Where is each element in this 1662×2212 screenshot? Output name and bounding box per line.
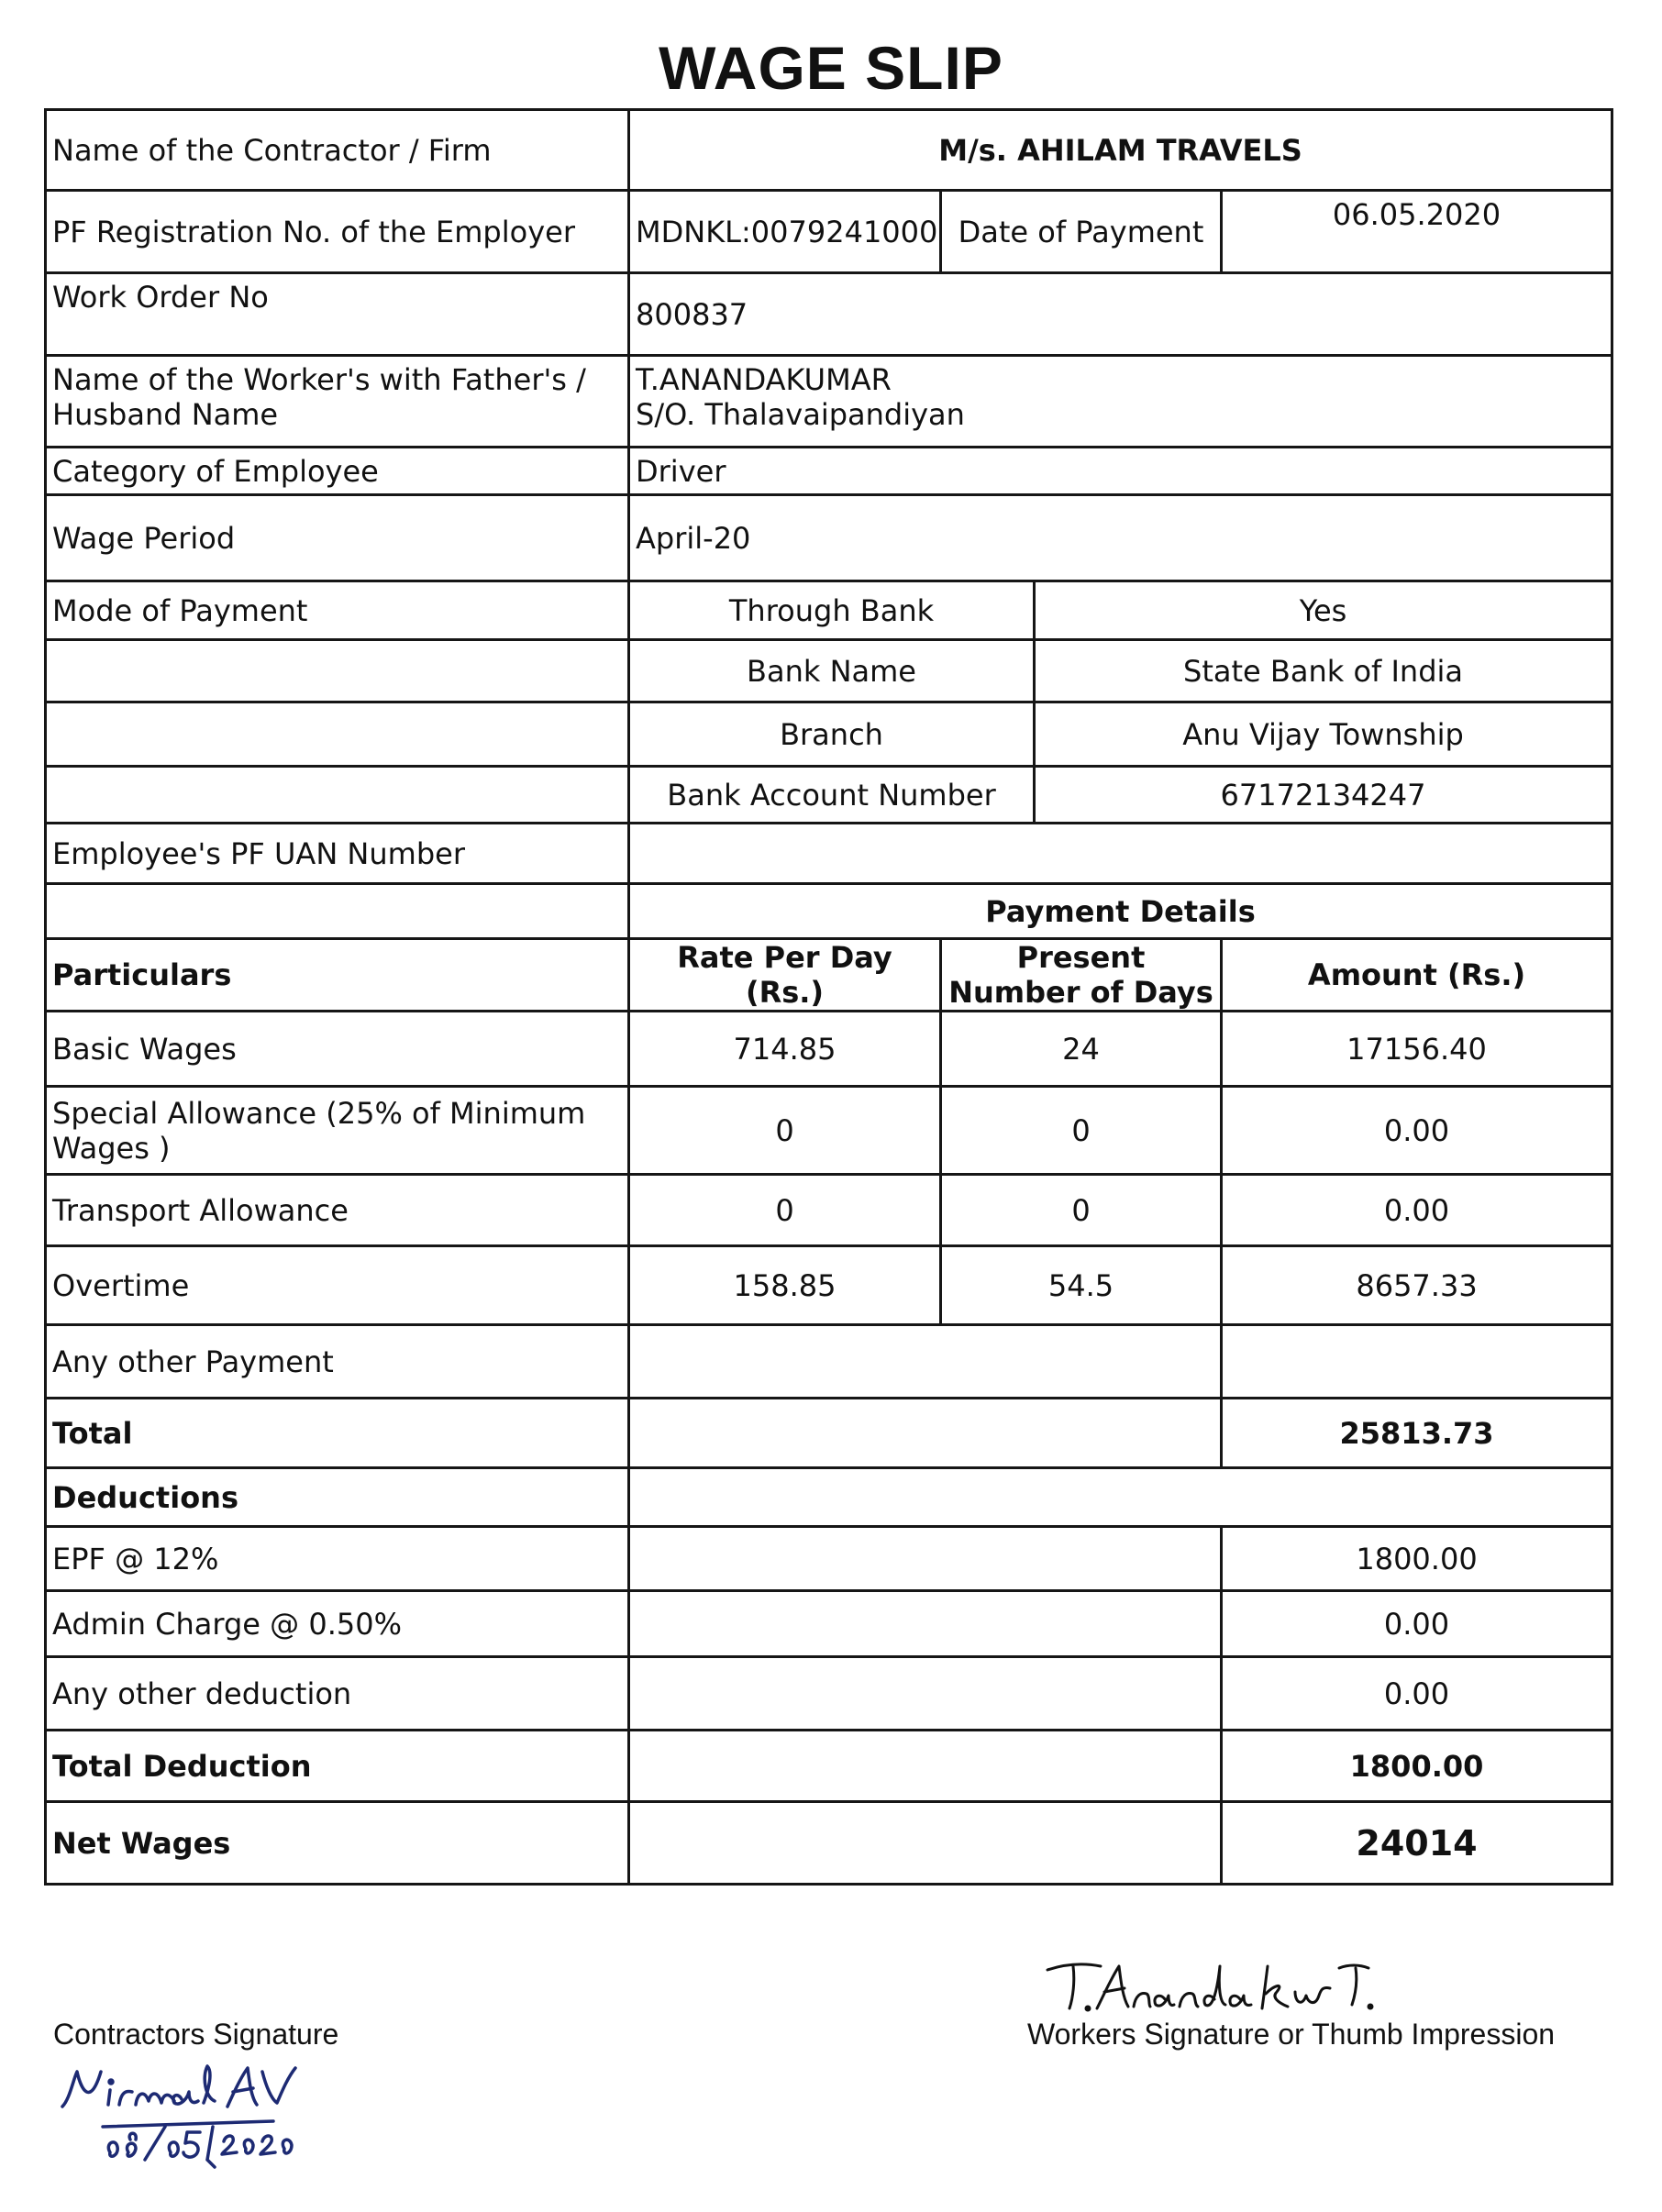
deduction-amount: 0.00 <box>1222 1591 1612 1657</box>
contractor-signature-label: Contractors Signature <box>53 2018 339 2051</box>
particulars-heading: Particulars <box>46 939 629 1012</box>
column-header-rate: Rate Per Day (Rs.) <box>629 939 941 1012</box>
worker-signature-label: Workers Signature or Thumb Impression <box>1027 2018 1556 2051</box>
blank-cell <box>629 1802 1222 1885</box>
date-of-payment-value: 06.05.2020 <box>1222 191 1612 273</box>
worker-signature <box>1027 1953 1555 2018</box>
page-title: WAGE SLIP <box>659 34 1003 102</box>
deduction-amount: 1800.00 <box>1222 1527 1612 1591</box>
column-header-amount: Amount (Rs.) <box>1222 939 1612 1012</box>
blank-cell <box>46 767 629 824</box>
row-account-number <box>46 767 1612 824</box>
column-header-days: Present Number of Days <box>941 939 1222 1012</box>
wage-slip-table <box>44 108 1613 1886</box>
row-deductions-heading <box>46 1468 1612 1527</box>
table-row <box>46 1175 1612 1246</box>
worker-father-value: S/O. Thalavaipandiyan <box>636 397 965 432</box>
total-deduction-label: Total Deduction <box>46 1731 629 1802</box>
date-of-payment-label: Date of Payment <box>941 191 1222 273</box>
deduction-row <box>46 1527 1612 1591</box>
deductions-heading: Deductions <box>46 1468 629 1527</box>
particular-label: Basic Wages <box>46 1012 629 1087</box>
work-order-value: 800837 <box>629 273 1612 356</box>
rate-cell: 714.85 <box>629 1012 941 1087</box>
blank-cell <box>629 1657 1222 1731</box>
table-row <box>46 1246 1612 1325</box>
worker-signature-block <box>1027 1953 1555 2052</box>
row-bank-name <box>46 640 1612 702</box>
amount-cell: 0.00 <box>1222 1175 1612 1246</box>
firm-name: M/s. AHILAM TRAVELS <box>629 110 1612 191</box>
blank-cell <box>629 1527 1222 1591</box>
worker-name-cell <box>629 356 1612 448</box>
work-order-label: Work Order No <box>46 273 629 356</box>
row-contractor <box>46 110 1612 191</box>
uan-value <box>629 824 1612 884</box>
particular-label: Overtime <box>46 1246 629 1325</box>
bank-value-3: 67172134247 <box>1035 767 1612 824</box>
amount-cell: 17156.40 <box>1222 1012 1612 1087</box>
bank-label-3: Bank Account Number <box>629 767 1035 824</box>
rate-cell: 0 <box>629 1175 941 1246</box>
row-total-deduction <box>46 1731 1612 1802</box>
deduction-amount: 0.00 <box>1222 1657 1612 1731</box>
bank-value-1: State Bank of India <box>1035 640 1612 702</box>
table-row <box>46 1325 1612 1399</box>
row-payment-heading <box>46 884 1612 939</box>
days-cell: 24 <box>941 1012 1222 1087</box>
uan-label: Employee's PF UAN Number <box>46 824 629 884</box>
wage-period-label: Wage Period <box>46 495 629 581</box>
particular-label: Transport Allowance <box>46 1175 629 1246</box>
total-deduction-amount: 1800.00 <box>1222 1731 1612 1802</box>
particular-label: Any other Payment <box>46 1325 629 1399</box>
row-work-order <box>46 273 1612 356</box>
row-worker-name <box>46 356 1612 448</box>
table-row <box>46 1087 1612 1175</box>
total-amount: 25813.73 <box>1222 1399 1612 1468</box>
net-wages-amount: 24014 <box>1222 1802 1612 1885</box>
row-total <box>46 1399 1612 1468</box>
total-label: Total <box>46 1399 629 1468</box>
bank-label-1: Bank Name <box>629 640 1035 702</box>
row-column-headers <box>46 939 1612 1012</box>
row-uan <box>46 824 1612 884</box>
mode-of-payment-label: Mode of Payment <box>46 581 629 640</box>
row-branch <box>46 702 1612 767</box>
blank-cell <box>629 1399 1222 1468</box>
deduction-label: Any other deduction <box>46 1657 629 1731</box>
deduction-label: Admin Charge @ 0.50% <box>46 1591 629 1657</box>
payment-details-heading: Payment Details <box>629 884 1612 939</box>
days-cell: 0 <box>941 1087 1222 1175</box>
bank-label-2: Branch <box>629 702 1035 767</box>
worker-name-value: T.ANANDAKUMAR <box>636 362 892 397</box>
blank-cell <box>46 702 629 767</box>
blank-cell <box>46 640 629 702</box>
deduction-label: EPF @ 12% <box>46 1527 629 1591</box>
rate-days-cell <box>629 1325 1222 1399</box>
rate-cell: 158.85 <box>629 1246 941 1325</box>
bank-value-0: Yes <box>1035 581 1612 640</box>
rate-cell: 0 <box>629 1087 941 1175</box>
row-net-wages <box>46 1802 1612 1885</box>
category-label: Category of Employee <box>46 448 629 495</box>
row-pf-registration <box>46 191 1612 273</box>
amount-cell: 8657.33 <box>1222 1246 1612 1325</box>
contractor-signature <box>53 2052 365 2189</box>
row-mode-of-payment <box>46 581 1612 640</box>
row-wage-period <box>46 495 1612 581</box>
wage-period-value: April-20 <box>629 495 1612 581</box>
net-wages-label: Net Wages <box>46 1802 629 1885</box>
deduction-row <box>46 1657 1612 1731</box>
row-category <box>46 448 1612 495</box>
worker-name-label: Name of the Worker's with Father's / Husband Name <box>46 356 629 448</box>
deduction-row <box>46 1591 1612 1657</box>
blank-cell <box>46 884 629 939</box>
table-row <box>46 1012 1612 1087</box>
blank-cell <box>629 1731 1222 1802</box>
particular-label: Special Allowance (25% of Minimum Wages ) <box>46 1087 629 1175</box>
pf-reg-value: MDNKL:0079241000 <box>629 191 941 273</box>
blank-cell <box>629 1591 1222 1657</box>
pf-reg-label: PF Registration No. of the Employer <box>46 191 629 273</box>
contractor-signature-block <box>53 2018 365 2189</box>
bank-value-2: Anu Vijay Township <box>1035 702 1612 767</box>
days-cell: 0 <box>941 1175 1222 1246</box>
category-value: Driver <box>629 448 1612 495</box>
blank-cell <box>629 1468 1612 1527</box>
bank-label-0: Through Bank <box>629 581 1035 640</box>
contractor-label: Name of the Contractor / Firm <box>46 110 629 191</box>
amount-cell: 0.00 <box>1222 1087 1612 1175</box>
amount-cell <box>1222 1325 1612 1399</box>
days-cell: 54.5 <box>941 1246 1222 1325</box>
